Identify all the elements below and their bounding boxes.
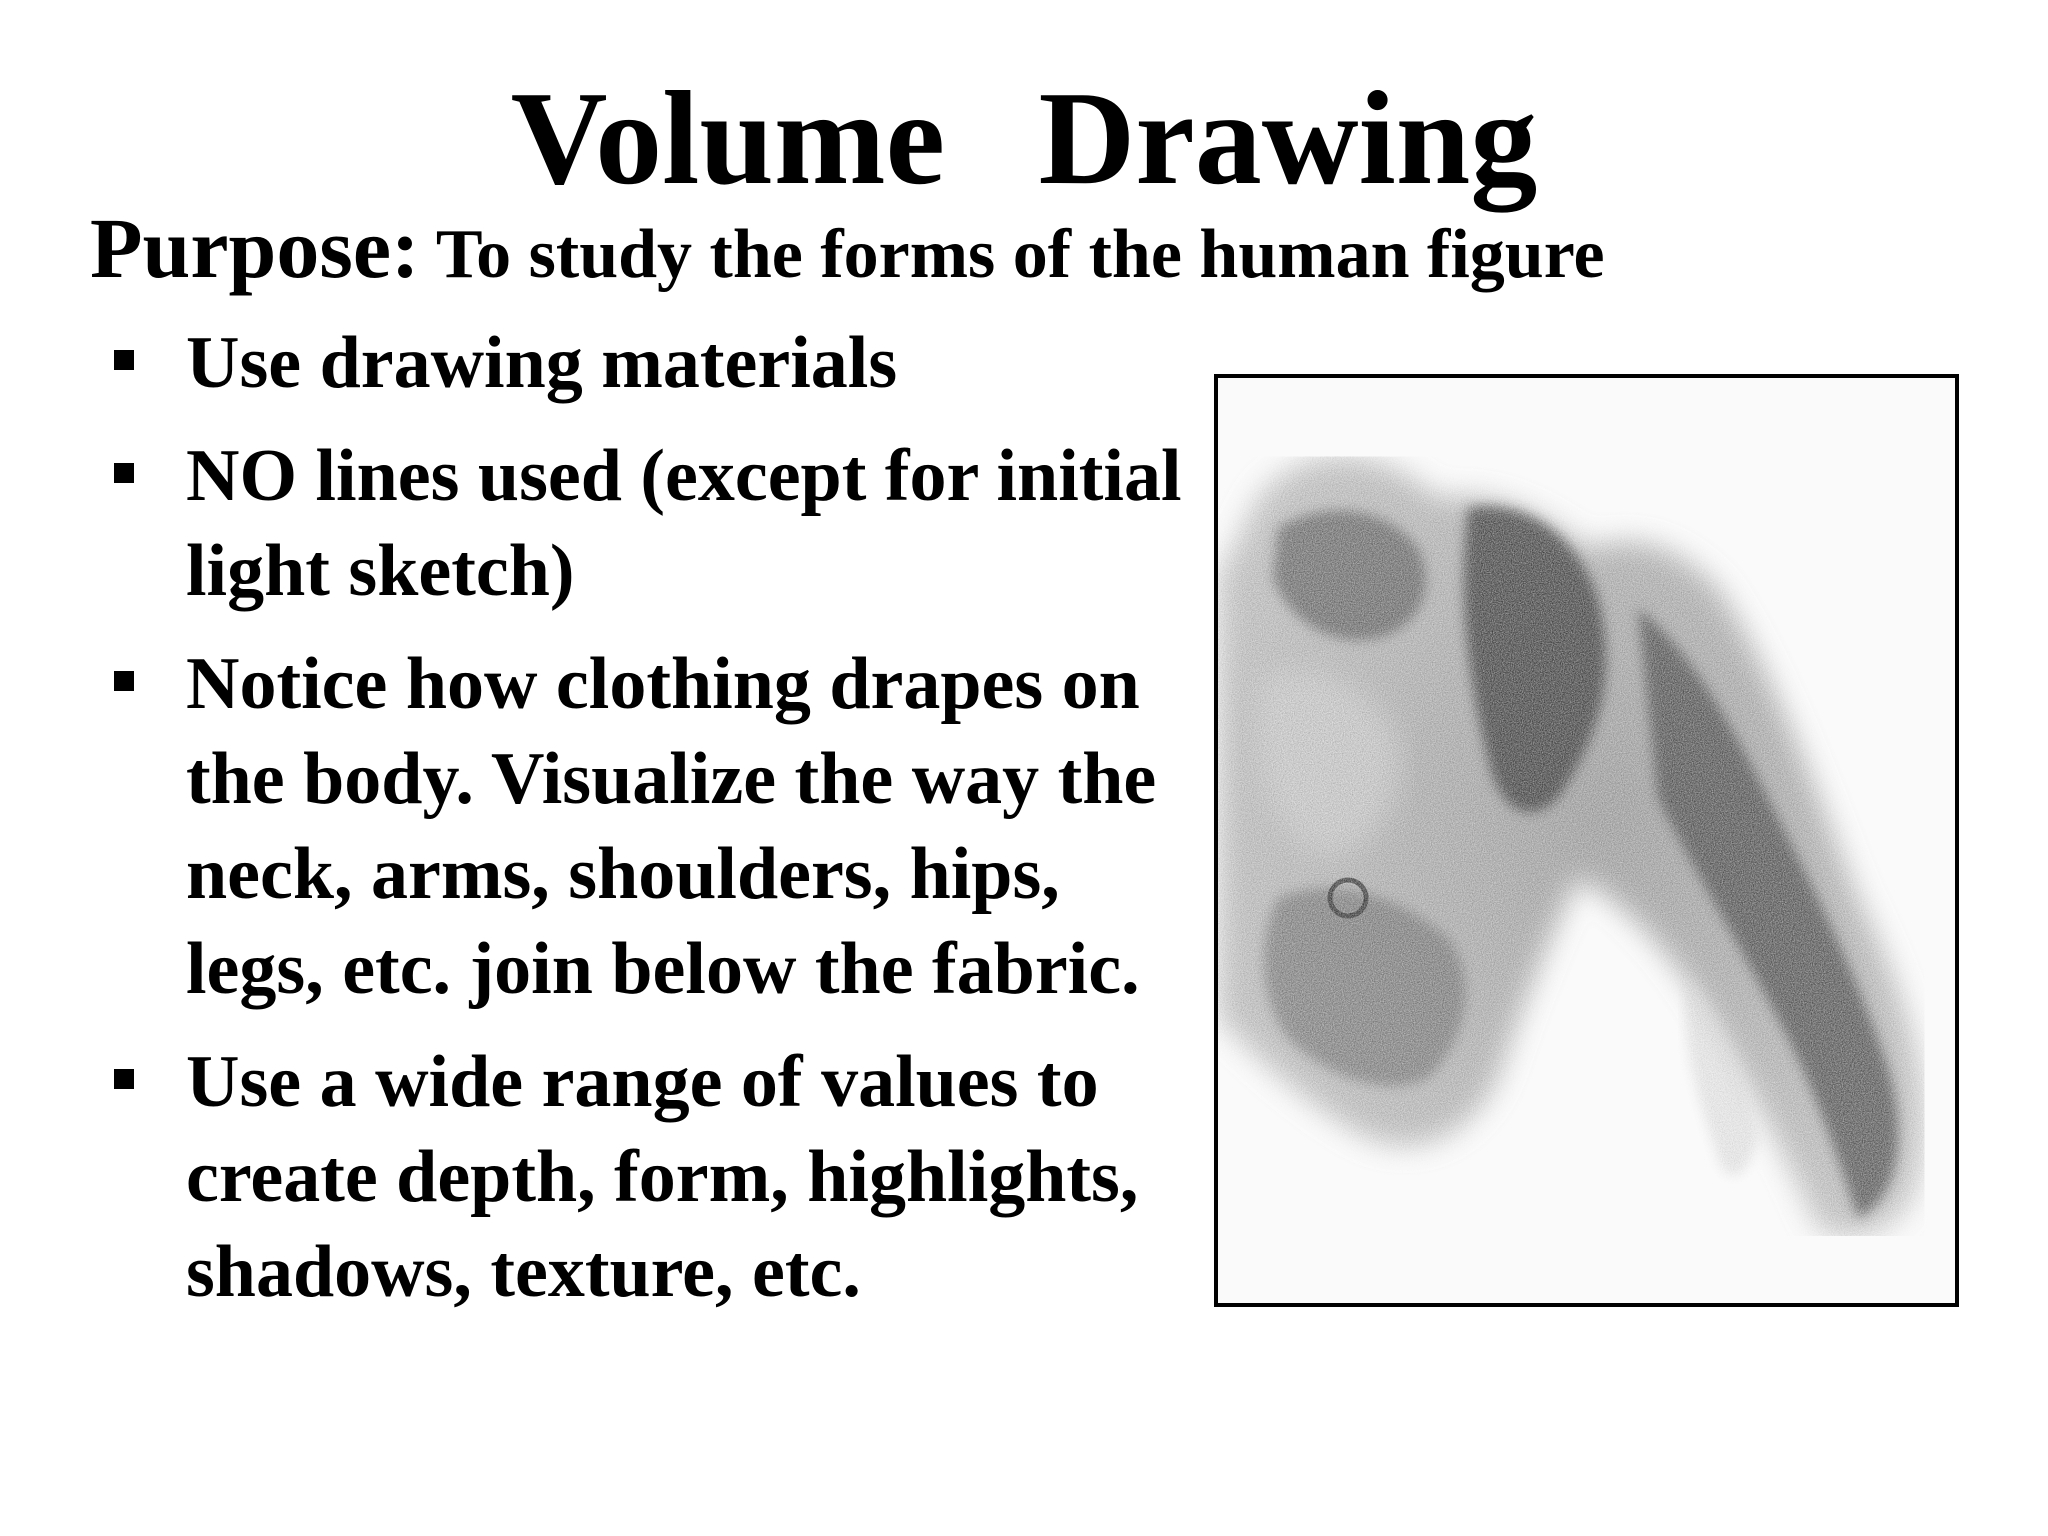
bullet-item: [110, 1035, 1200, 1320]
slide-title: Volume Drawing: [510, 64, 1538, 212]
square-bullet-icon: [114, 671, 134, 691]
bullet-item: [110, 429, 1200, 619]
purpose-label: Purpose:: [90, 200, 420, 296]
bullet-text: Use drawing materials: [186, 322, 898, 404]
purpose-text: To study the forms of the human figure: [419, 216, 1605, 293]
charcoal-torso-drawing-icon: [1218, 378, 1955, 1303]
bullet-item: [110, 637, 1200, 1017]
bullet-text: Use a wide range of values to create depth, form, highlights, shadows, texture, etc.: [186, 1041, 1139, 1313]
bullet-text: Notice how clothing drapes on the body. Visualize the way the neck, arms, shoulders, hips, legs, etc. join below the fabric.: [186, 643, 1157, 1010]
square-bullet-icon: [114, 463, 134, 483]
square-bullet-icon: [114, 1069, 134, 1089]
bullet-list: [110, 316, 1200, 1338]
bullet-item: [110, 316, 1200, 411]
purpose-line: [90, 198, 1605, 305]
figure-drawing-image: [1214, 374, 1959, 1307]
bullet-text: NO lines used (except for initial light sketch): [186, 435, 1182, 612]
square-bullet-icon: [114, 350, 134, 370]
